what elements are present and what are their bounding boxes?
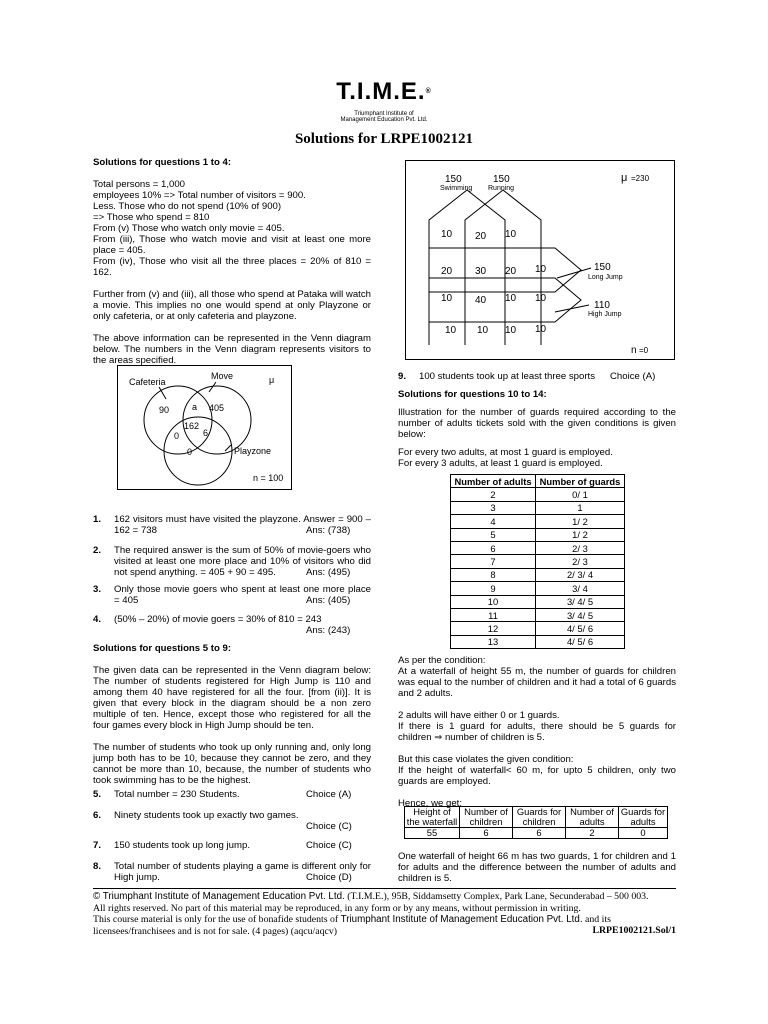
paragraph: Further from (v) and (iii), all those who spend at Pataka will watch a movie. This implies no one would spend at only Playzone or only cafeteria, or at only cafeteria and playzone. [93,289,371,322]
paragraph: The number of students who took up only running and, only long jump both has to be 10, because they cannot be zero, and they cannot be more than 10, because, the number of students who took swimming has to be the highest. [93,742,371,786]
question-number: 7. [93,840,102,851]
guards-table [450,474,625,649]
paragraph: But this case violates the given condition: [398,754,574,765]
region-value: 10 [505,325,517,336]
region-value: 10 [477,325,489,336]
venn-value: 405 [209,403,225,413]
text-line: From (iv), Those who visit all the three places = 20% of 810 = 162. [93,256,371,278]
paragraph: If there is 1 guard for adults, there should be 5 guards for children ⇒ number of children is 5. [398,721,676,743]
logo: T.I.M.E.® [336,78,432,105]
high-jump-count: 110 [594,300,610,311]
right-column [398,389,676,469]
table-cell: 6 [513,828,566,839]
region-value: 20 [475,231,487,242]
answer-text: 150 students took up long jump. [114,840,251,851]
movie-label: Move [211,371,234,381]
page-title: Solutions for LRPE1002121 [294,131,474,147]
answer-text: 100 students took up at least three sports [419,371,595,382]
answer-value: Choice (D) [306,872,352,883]
logo-subtitle-2: Management Education Pvt. Ltd. [340,117,428,123]
table-row [451,555,625,568]
footer-text: This course material is only for the use of bonafide students of [93,914,339,925]
table-cell: 0/ 1 [536,488,625,501]
region-value: 10 [535,264,547,275]
answer-text: Total number of students playing a game is different only for High jump. [114,861,371,883]
table-cell: 5 [451,528,536,541]
table-cell: 2 [566,828,619,839]
region-value: 10 [505,293,517,304]
swimming-label: Swimming [440,185,473,192]
region-value: 20 [441,266,453,277]
table-cell: 1/ 2 [536,528,625,541]
question-number: 9. [398,371,407,382]
table-cell: 13 [451,635,536,648]
table-row [451,568,625,581]
table-cell: 4/ 5/ 6 [536,635,625,648]
mu-symbol: μ [269,375,275,385]
table-cell: 3 [451,501,536,514]
waterfall-table [404,806,668,839]
right-column-lower [398,655,676,809]
playzone-arrow [225,445,231,451]
table-cell: 3/ 4/ 5 [536,595,625,608]
region-value: 10 [535,293,547,304]
text-line: employees 10% => Total number of visitors = 900. [93,190,306,201]
question-number: 2. [93,545,102,556]
answer-text: (50% – 20%) of movie goers = 30% of 810 = 243 [114,614,322,625]
venn-value: 90 [159,405,170,415]
table-row [451,608,625,621]
table-row [451,582,625,595]
heading-q1-4: Solutions for questions 1 to 4: [93,157,232,168]
answer-value: Choice (A) [610,371,656,382]
paragraph: At a waterfall of height 55 m, the number of guards for children was equal to the number of children and it had a total of 6 guards and 2 adults. [398,666,676,699]
answer-text: Ninety students took up exactly two games. [114,810,299,821]
footer-company: Triumphant Institute of Management Education Pvt. Ltd. [340,914,583,925]
column-header: Number of children [460,807,513,828]
running-label: Running [488,185,515,192]
table-row [451,501,625,514]
table-cell: 2/ 3 [536,541,625,554]
paragraph: One waterfall of height 66 m has two guards, 1 for children and 1 for adults and the difference between the number of adults and children is 5. [398,851,676,884]
n-value: n = 100 [253,473,284,483]
answer-value: Choice (A) [306,789,352,800]
paragraph: 2 adults will have either 0 or 1 guards. [398,710,560,721]
question-number: 1. [93,514,102,525]
table-cell: 8 [451,568,536,581]
table-row [405,828,668,839]
column-header: Number of adults [566,807,619,828]
table-cell: 3/ 4/ 5 [536,608,625,621]
answer-value: Ans: (495) [306,567,351,578]
paragraph: Illustration for the number of guards required according to the number of adults tickets sold with the given conditions is given below: [398,407,676,440]
table-cell: 9 [451,582,536,595]
region-value: 10 [441,229,453,240]
n-label: n [631,345,637,356]
cafeteria-label: Cafeteria [129,377,166,387]
venn-diagram-visitors [117,365,292,490]
question-number: 8. [93,861,102,872]
column-header: Number of guards [536,475,625,488]
region-value: 10 [535,324,547,335]
question-number: 4. [93,614,102,625]
footer-text: licensees/franchisees and is not for sale. (4 pages) (aqcu/aqcv) [93,925,338,937]
paragraph: The given data can be represented in the Venn diagram below: The number of students registered for High Jump is 110 and among them 40 have registered for all the four. [from (ii)]. It is given that every block in the diagram should be a non zero multiple of ten. Hence, except those who registered for all the four games every block in High Jump should be ten. [93,665,371,731]
paragraph: Hence, we get: [398,798,462,809]
text-line: => Those who spend = 810 [93,212,210,223]
high-jump-label: High Jump [588,311,622,318]
answer-text: 162 visitors must have visited the playzone. Answer = 900 – 162 = 738 [114,514,371,536]
venn-value: 162 [184,421,200,431]
mu-value: =230 [631,174,650,183]
table-cell: 6 [460,828,513,839]
table-row [451,635,625,648]
column-header: Number of adults [451,475,536,488]
paragraph: As per the condition: [398,655,486,666]
heading-q10-14: Solutions for questions 10 to 14: [398,389,547,400]
region-value: 10 [505,229,517,240]
question-number: 6. [93,810,102,821]
column-header: Height of the waterfall [405,807,460,828]
answer-text: Only those movie goers who spent at least one more place = 405 [114,584,371,606]
condition-text: For every 3 adults, at least 1 guard is employed. [398,458,603,469]
venn-diagram-sports [405,160,675,360]
footer-copyright: © Triumphant Institute of Management Education Pvt. Ltd. [93,891,345,902]
venn-value: a [192,402,198,412]
table-cell: 55 [405,828,460,839]
answer-value: Ans: (405) [306,595,351,606]
footer-address: (T.I.M.E.), 95B, Siddamsetty Complex, Park Lane, Secunderabad – 500 003. [347,891,649,902]
table-cell: 2/ 3 [536,555,625,568]
table-row [451,515,625,528]
heading-q5-9: Solutions for questions 5 to 9: [93,643,232,654]
table-cell: 2 [451,488,536,501]
table-cell: 6 [451,541,536,554]
mu-symbol: μ [621,172,628,184]
high-jump-arrow [555,305,589,312]
text-line: From (iii), Those who watch movie and visit at least one more place = 405. [93,234,371,256]
answer-value: Ans: (243) [306,625,351,636]
table-cell: 7 [451,555,536,568]
swimming-count: 150 [445,174,462,185]
movie-circle [183,386,251,454]
table-header-row [405,807,668,828]
table-cell: 0 [619,828,668,839]
text-line: Less. Those who do not spend (10% of 900) [93,201,282,212]
region-value: 10 [445,325,457,336]
question-number: 5. [93,789,102,800]
page-code: LRPE1002121.Sol/1 [592,925,676,936]
venn-value: 0 [174,431,180,441]
text-line: Total persons = 1,000 [93,179,186,190]
question-number: 3. [93,584,102,595]
table-cell: 4 [451,515,536,528]
answer-value: Choice (C) [306,821,352,832]
column-header: Guards for adults [619,807,668,828]
left-column [93,157,371,366]
answer-text: The required answer is the sum of 50% of movie-goers who visited at least one more place and 10% of visitors who did not spend anything. = 405 + 90 = 495. [114,545,371,578]
answer-text: Total number = 230 Students. [114,789,240,800]
table-row [451,622,625,635]
table-cell: 12 [451,622,536,635]
table-cell: 3/ 4 [536,582,625,595]
table-cell: 2/ 3/ 4 [536,568,625,581]
table-cell: 1 [536,501,625,514]
footer-line [93,891,683,903]
answer-value: Choice (C) [306,840,352,851]
table-cell: 4/ 5/ 6 [536,622,625,635]
region-value: 30 [475,266,487,277]
table-cell: 1/ 2 [536,515,625,528]
footer-divider [93,888,676,889]
table-cell: 10 [451,595,536,608]
long-jump-label: Long Jump [588,274,623,281]
region-value: 40 [475,295,487,306]
table-row [451,541,625,554]
table-row [451,528,625,541]
paragraph: The above information can be represented in the Venn diagram below. The numbers in the Venn diagram represents visitors to the areas specified. [93,333,371,366]
running-count: 150 [493,174,510,185]
paragraph: If the height of waterfall< 60 m, for upto 5 children, only two guards are employed. [398,765,676,787]
playzone-label: Playzone [234,446,272,456]
table-row [451,595,625,608]
cafeteria-circle [144,386,212,454]
footer-text: and its [585,914,611,925]
diagram-values [441,229,547,336]
region-value: 10 [441,293,453,304]
venn-value: 0 [187,447,193,457]
table-header-row [451,475,625,488]
condition-text: For every two adults, at most 1 guard is employed. [398,447,613,458]
n-value: =0 [639,346,649,355]
footer-line: All rights reserved. No part of this material may be reproduced, in any form or by any means, without permission in writing. [93,902,581,914]
footer-line [93,914,683,926]
table-cell: 11 [451,608,536,621]
column-header: Guards for children [513,807,566,828]
logo-subtitle-1: Triumphant Institute of [354,111,414,117]
long-jump-count: 150 [594,262,611,273]
text-line: From (v) Those who watch only movie = 405. [93,223,285,234]
answer-value: Ans: (738) [306,525,351,536]
region-value: 20 [505,266,517,277]
table-row [451,488,625,501]
venn-value: 6 [203,428,209,438]
left-column-lower [93,643,371,786]
